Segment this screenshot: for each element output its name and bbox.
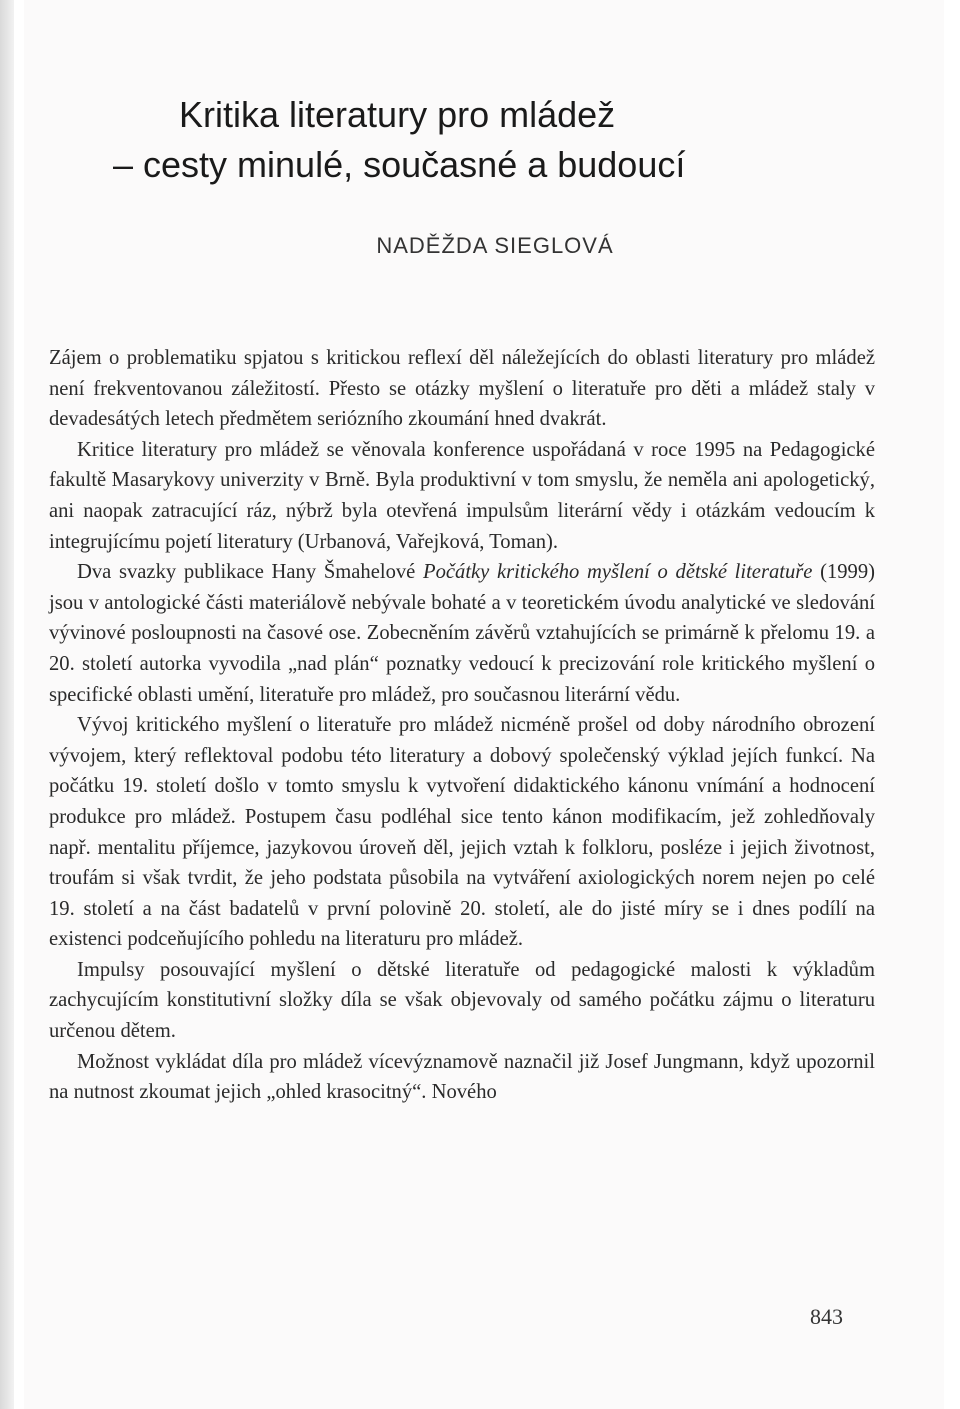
article-title [24,90,944,190]
paragraph-4: Vývoj kritického myšlení o literatuře pro mládež nicméně prošel od doby národního obrození vývojem, který reflektoval podobu této literatury a dobový společenský výklad jejích funkcí. Na počátku 19. století došlo v tomto smyslu k vytvoření didaktického kánonu vnímání a hodnocení produkce pro mládež. Postupem času podléhal sice tento kánon modifikacím, jež zohledňovaly např. mentalitu příjemce, jazykovou úroveň děl, jejich vztah k folkloru, posléze i jejich životnost, troufám si však tvrdit, že jeho podstata působila na vytváření axiologických norem nejen po celé 19. století a na část badatelů v první polovině 20. století, ale do jisté míry se i dnes podílí na existenci podceňujícího pohledu na literaturu pro mládež. [49,714,875,951]
scan-edge [0,0,14,1409]
paragraph-3 [49,557,875,710]
book-title-italic: Počátky kritického myšlení o dětské literatuře [423,561,813,584]
book-page [24,0,944,1409]
article-body [49,343,875,1108]
paragraph-5: Impulsy posouvající myšlení o dětské literatuře od pedagogické malosti k výkladům zachycujícím konstitutivní složky díla se však objevovaly od samého počátku zájmu o literaturu určenou dětem. [49,958,875,1043]
title-line-2: – cesty minulé, současné a budoucí [113,144,686,185]
paragraph-1: Zájem o problematiku spjatou s kritickou reflexí děl náležejících do oblasti literatury pro mládež není frekventovanou záležitostí. Přesto se otázky myšlení o literatuře pro děti a mládež staly v devadesátých letech předmětem seriózního zkoumání hned dvakrát. [49,347,875,431]
page-number: 843 [810,1304,843,1329]
author-name: NADĚŽDA SIEGLOVÁ [376,233,614,258]
title-line-1: Kritika literatury pro mládež [179,94,616,135]
paragraph-3-text-end: (1999) jsou v antologické části materiálově nebývale bohaté a v teoretickém úvodu analytické ve sledování vývinové posloupnosti na časové ose. Zobecněním závěrů vztahujících se primárně k přelomu 19. a 20. století autorka vyvodila „nad plán“ poznatky vedoucí k precizování role kritického myšlení o specifické oblasti umění, literatuře pro mládež, pro současnou literární vědu. [49,561,876,706]
paragraph-6: Možnost vykládat díla pro mládež vícevýznamově naznačil již Josef Jungmann, když upozornil na nutnost zkoumat jejich „ohled krasocitný“. Nového [49,1050,875,1104]
paragraph-3-text-start: Dva svazky publikace Hany Šmahelové [77,561,423,584]
paragraph-2: Kritice literatury pro mládež se věnovala konference uspořádaná v roce 1995 na Pedagogické fakultě Masarykovy univerzity v Brně. Byla produktivní v tom smyslu, že neměla ani apologetický, ani naopak zatracující ráz, nýbrž byla otevřená impulsům literární vědy i otázkám vedoucím k integrujícímu pojetí literatury (Urbanová, Vařejková, Toman). [49,438,875,553]
